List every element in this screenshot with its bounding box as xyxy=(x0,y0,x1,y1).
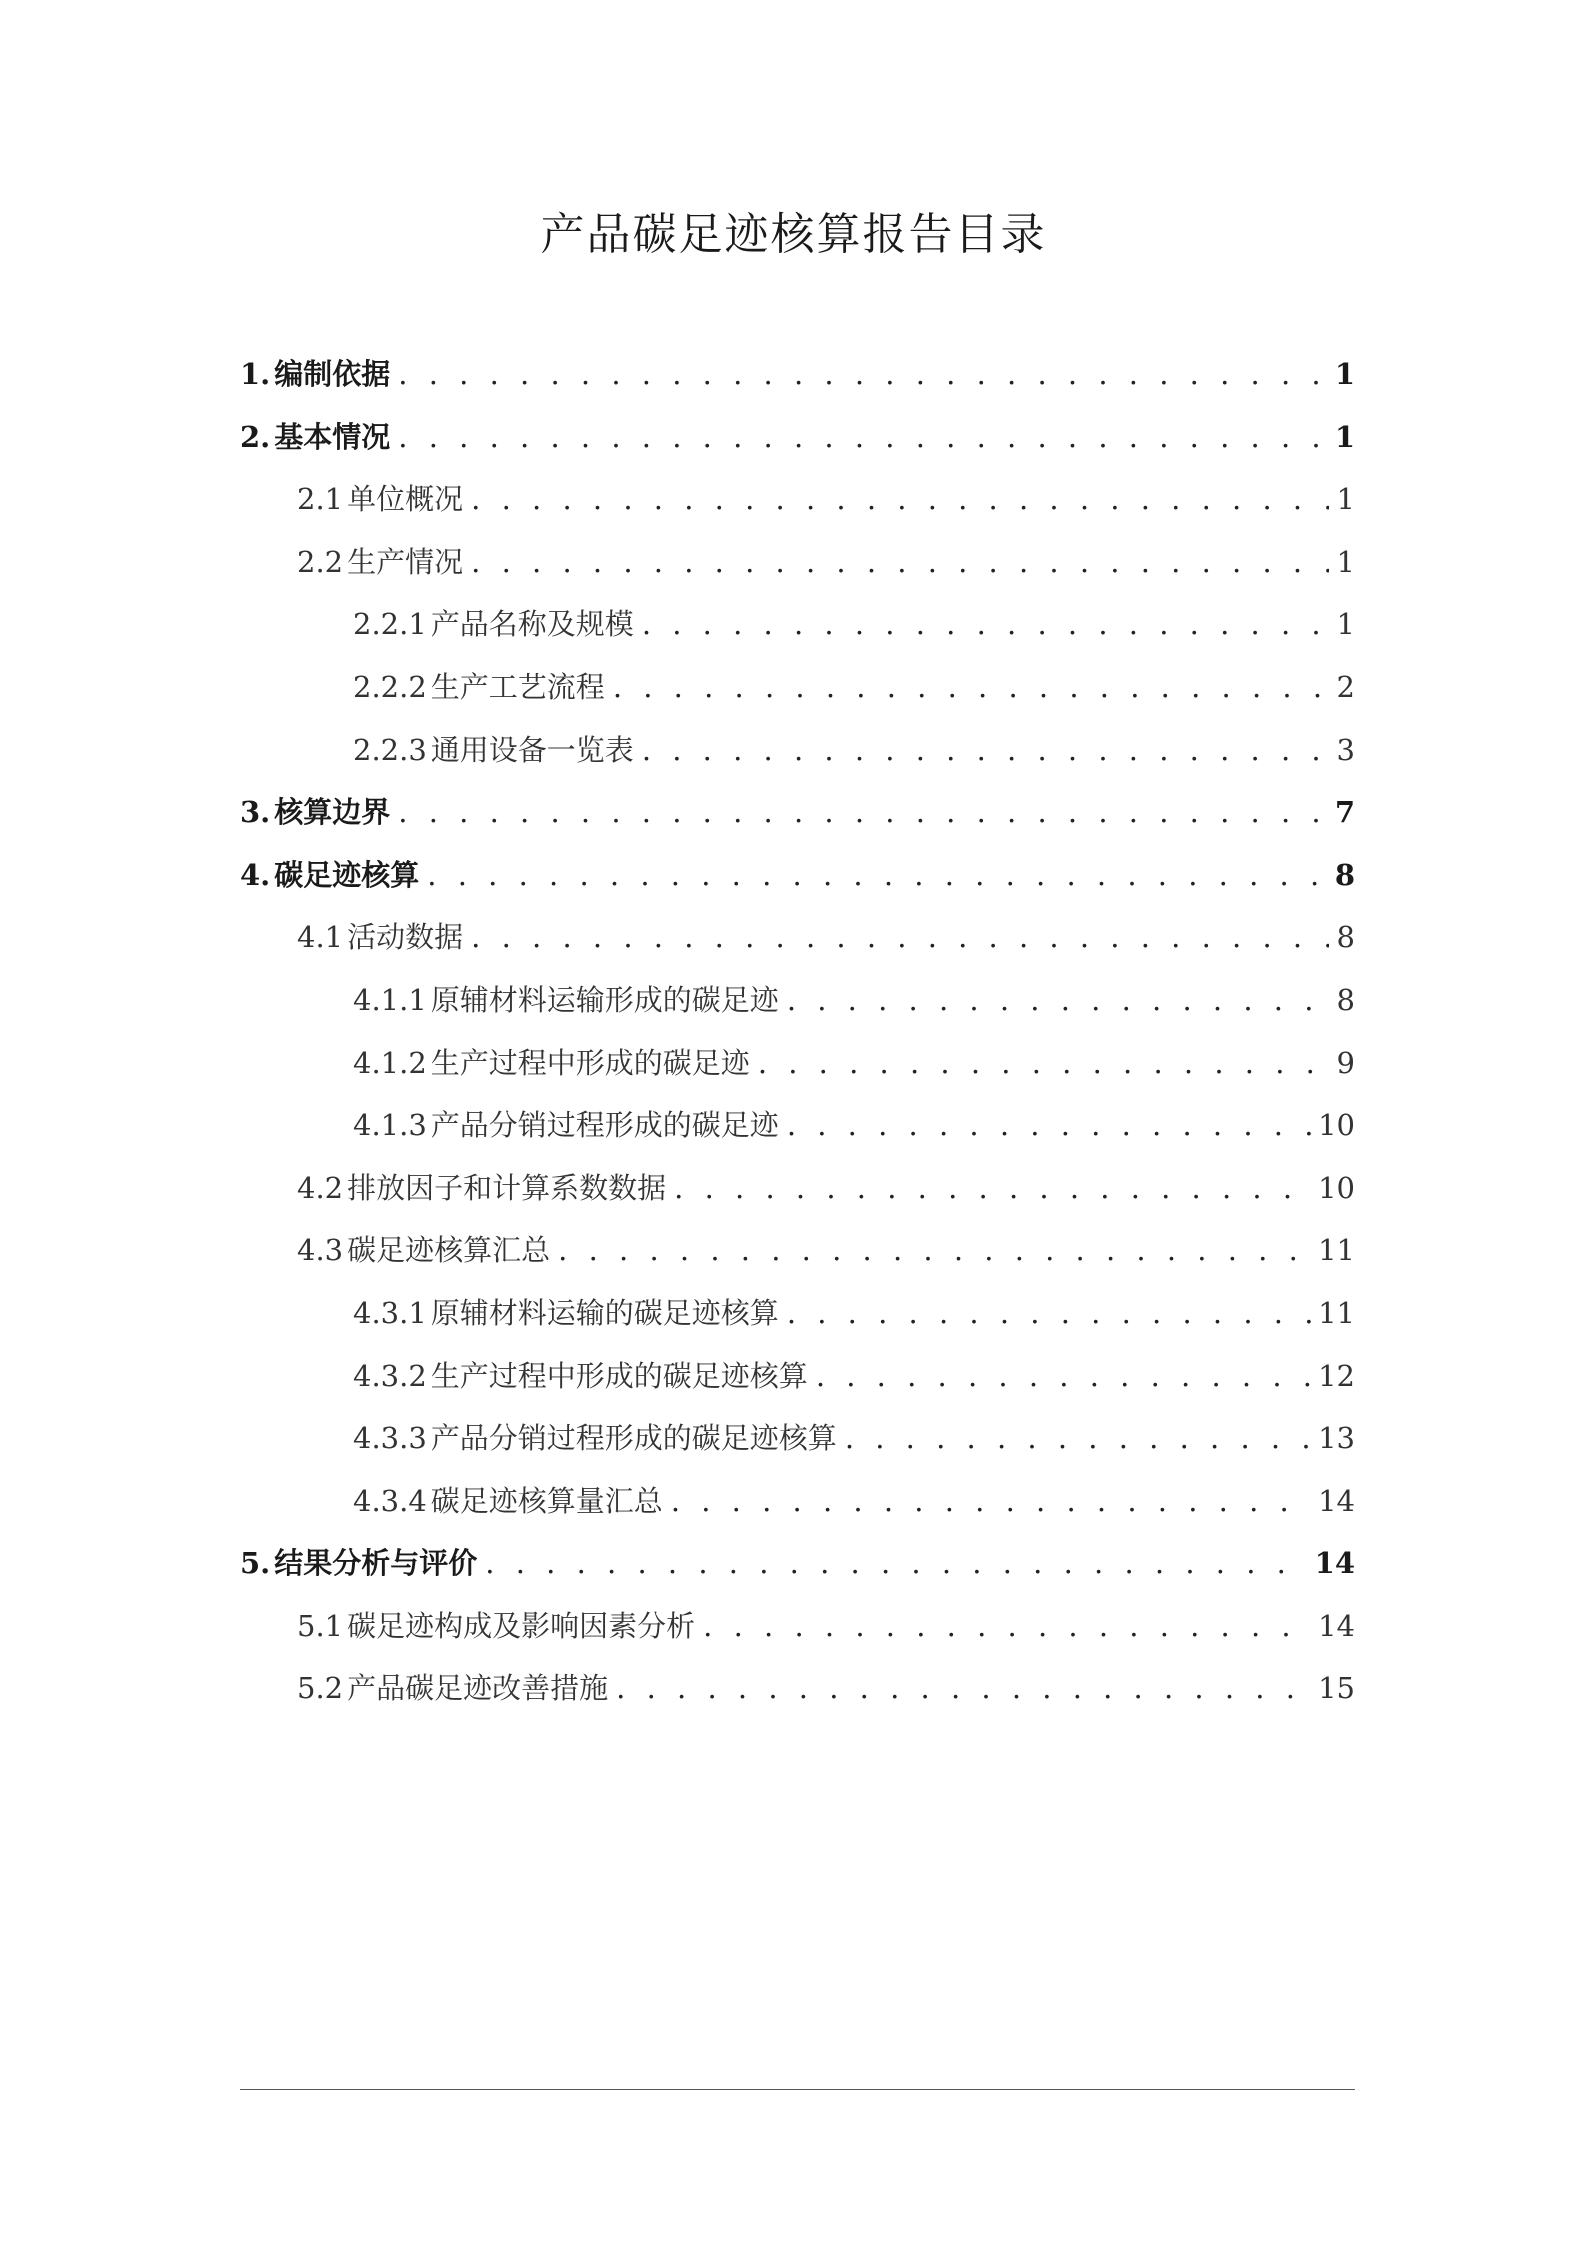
toc-entry-title: 碳足迹核算量汇总 xyxy=(430,1483,663,1518)
toc-entry-number: 2.2 xyxy=(297,544,344,579)
toc-entry[interactable] xyxy=(240,593,1355,656)
toc-entry-page: 1 xyxy=(1334,357,1355,391)
toc-entry-number: 4.1.2 xyxy=(353,1045,427,1080)
toc-entry-page: 2 xyxy=(1336,669,1355,704)
toc-entry-title: 原辅材料运输的碳足迹核算 xyxy=(430,1295,779,1330)
toc-entry-title: 原辅材料运输形成的碳足迹 xyxy=(430,982,779,1017)
toc-entry-page: 10 xyxy=(1318,1108,1355,1143)
toc-entry-page: 14 xyxy=(1318,1608,1355,1643)
toc-dot-leader xyxy=(398,781,1329,844)
toc-entry-number: 4.1.3 xyxy=(353,1108,427,1143)
toc-entry-number: 5.1 xyxy=(297,1608,344,1643)
toc-entry[interactable] xyxy=(240,343,1355,406)
toc-entry-number: 5.2 xyxy=(297,1671,344,1706)
toc-entry-title: 产品分销过程形成的碳足迹 xyxy=(430,1108,779,1143)
toc-entry[interactable] xyxy=(240,1532,1355,1595)
toc-entry[interactable] xyxy=(240,1407,1355,1470)
toc-entry-number: 1. xyxy=(240,357,271,391)
toc-entry-page: 3 xyxy=(1336,732,1355,767)
toc-dot-leader xyxy=(427,844,1329,907)
toc-dot-leader xyxy=(558,1219,1312,1282)
toc-entry-title: 产品名称及规模 xyxy=(430,607,634,642)
toc-entry-title: 产品碳足迹改善措施 xyxy=(347,1671,609,1706)
toc-entry[interactable] xyxy=(240,531,1355,594)
toc-entry-page: 7 xyxy=(1334,795,1355,830)
toc-entry[interactable] xyxy=(240,406,1355,469)
toc-entry-title: 排放因子和计算系数数据 xyxy=(347,1170,667,1205)
toc-entry-number: 4.3.4 xyxy=(353,1483,427,1518)
footer-divider xyxy=(240,2089,1355,2090)
toc-entry-number: 3. xyxy=(240,795,271,830)
toc-entry[interactable] xyxy=(240,1282,1355,1345)
toc-entry-page: 9 xyxy=(1336,1045,1355,1080)
toc-entry-page: 1 xyxy=(1336,482,1355,517)
toc-entry-number: 4.1.1 xyxy=(353,982,427,1017)
toc-entry-number: 4.3 xyxy=(297,1233,344,1268)
toc-entry-title: 生产情况 xyxy=(347,544,464,579)
toc-entry-page: 11 xyxy=(1318,1233,1355,1268)
toc-entry-number: 4.1 xyxy=(297,920,344,955)
toc-entry-number: 2.1 xyxy=(297,482,344,517)
toc-dot-leader xyxy=(703,1595,1312,1658)
toc-entry-page: 15 xyxy=(1318,1671,1355,1706)
toc-dot-leader xyxy=(674,1157,1312,1220)
toc-entry-page: 8 xyxy=(1336,982,1355,1017)
toc-entry[interactable] xyxy=(240,1470,1355,1533)
toc-entry-page: 11 xyxy=(1318,1295,1355,1330)
toc-entry-title: 碳足迹核算汇总 xyxy=(347,1233,551,1268)
toc-entry-title: 结果分析与评价 xyxy=(274,1546,478,1581)
toc-dot-leader xyxy=(787,1282,1312,1345)
toc-entry-title: 基本情况 xyxy=(274,419,391,454)
toc-entry-page: 13 xyxy=(1318,1421,1355,1456)
toc-entry-number: 4.3.3 xyxy=(353,1421,427,1456)
toc-entry[interactable] xyxy=(240,1345,1355,1408)
toc-entry[interactable] xyxy=(240,906,1355,969)
toc-dot-leader xyxy=(816,1345,1312,1408)
toc-dot-leader xyxy=(787,1094,1312,1157)
toc-entry[interactable] xyxy=(240,969,1355,1032)
toc-entry-number: 4.3.1 xyxy=(353,1295,427,1330)
toc-dot-leader xyxy=(787,969,1329,1032)
toc-entry-title: 生产过程中形成的碳足迹 xyxy=(430,1045,750,1080)
toc-entry-number: 5. xyxy=(240,1546,271,1581)
toc-dot-leader xyxy=(398,343,1329,406)
toc-entry-number: 4.3.2 xyxy=(353,1358,427,1393)
toc-entry[interactable] xyxy=(240,1032,1355,1095)
toc-entry-title: 通用设备一览表 xyxy=(430,732,634,767)
toc-entry[interactable] xyxy=(240,1094,1355,1157)
toc-dot-leader xyxy=(671,1470,1312,1533)
toc-entry-page: 14 xyxy=(1314,1546,1355,1581)
toc-entry-number: 2.2.2 xyxy=(353,669,427,704)
toc-entry[interactable] xyxy=(240,656,1355,719)
toc-dot-leader xyxy=(616,1657,1312,1720)
toc-entry-title: 生产工艺流程 xyxy=(430,669,605,704)
toc-dot-leader xyxy=(642,593,1329,656)
toc-entry-page: 1 xyxy=(1336,544,1355,579)
toc-entry-page: 1 xyxy=(1336,607,1355,642)
toc-dot-leader xyxy=(642,719,1329,782)
toc-dot-leader xyxy=(471,468,1329,531)
toc-entry-title: 活动数据 xyxy=(347,920,464,955)
toc-entry-number: 2. xyxy=(240,419,271,454)
toc-entry-number: 2.2.1 xyxy=(353,607,427,642)
toc-entry[interactable] xyxy=(240,1657,1355,1720)
toc-entry-title: 碳足迹核算 xyxy=(274,857,420,892)
toc-entry-number: 4. xyxy=(240,857,271,892)
toc-dot-leader xyxy=(613,656,1329,719)
toc-entry[interactable] xyxy=(240,468,1355,531)
toc-dot-leader xyxy=(845,1407,1312,1470)
toc-entry-title: 单位概况 xyxy=(347,482,464,517)
toc-entry-page: 8 xyxy=(1334,857,1355,892)
toc-entry-title: 碳足迹构成及影响因素分析 xyxy=(347,1608,696,1643)
toc-dot-leader xyxy=(398,406,1329,469)
toc-entry[interactable] xyxy=(240,1219,1355,1282)
toc-dot-leader xyxy=(471,531,1329,594)
toc-entry-title: 编制依据 xyxy=(274,357,391,391)
toc-dot-leader xyxy=(471,906,1329,969)
toc-dot-leader xyxy=(758,1032,1329,1095)
toc-entry-page: 1 xyxy=(1334,419,1355,454)
toc-entry[interactable] xyxy=(240,1595,1355,1658)
table-of-contents xyxy=(240,343,1355,1720)
toc-entry-page: 12 xyxy=(1318,1358,1355,1393)
toc-entry-number: 4.2 xyxy=(297,1170,344,1205)
toc-dot-leader xyxy=(485,1532,1308,1595)
toc-entry[interactable] xyxy=(240,781,1355,844)
toc-entry[interactable] xyxy=(240,719,1355,782)
toc-entry-title: 产品分销过程形成的碳足迹核算 xyxy=(430,1421,837,1456)
toc-entry-number: 2.2.3 xyxy=(353,732,427,767)
toc-entry-page: 10 xyxy=(1318,1170,1355,1205)
toc-entry-title: 核算边界 xyxy=(274,795,391,830)
toc-entry[interactable] xyxy=(240,844,1355,907)
toc-entry-page: 14 xyxy=(1318,1483,1355,1518)
toc-entry-page: 8 xyxy=(1336,920,1355,955)
toc-entry[interactable] xyxy=(240,1157,1355,1220)
page-title: 产品碳足迹核算报告目录 xyxy=(540,209,1047,260)
toc-entry-title: 生产过程中形成的碳足迹核算 xyxy=(430,1358,808,1393)
